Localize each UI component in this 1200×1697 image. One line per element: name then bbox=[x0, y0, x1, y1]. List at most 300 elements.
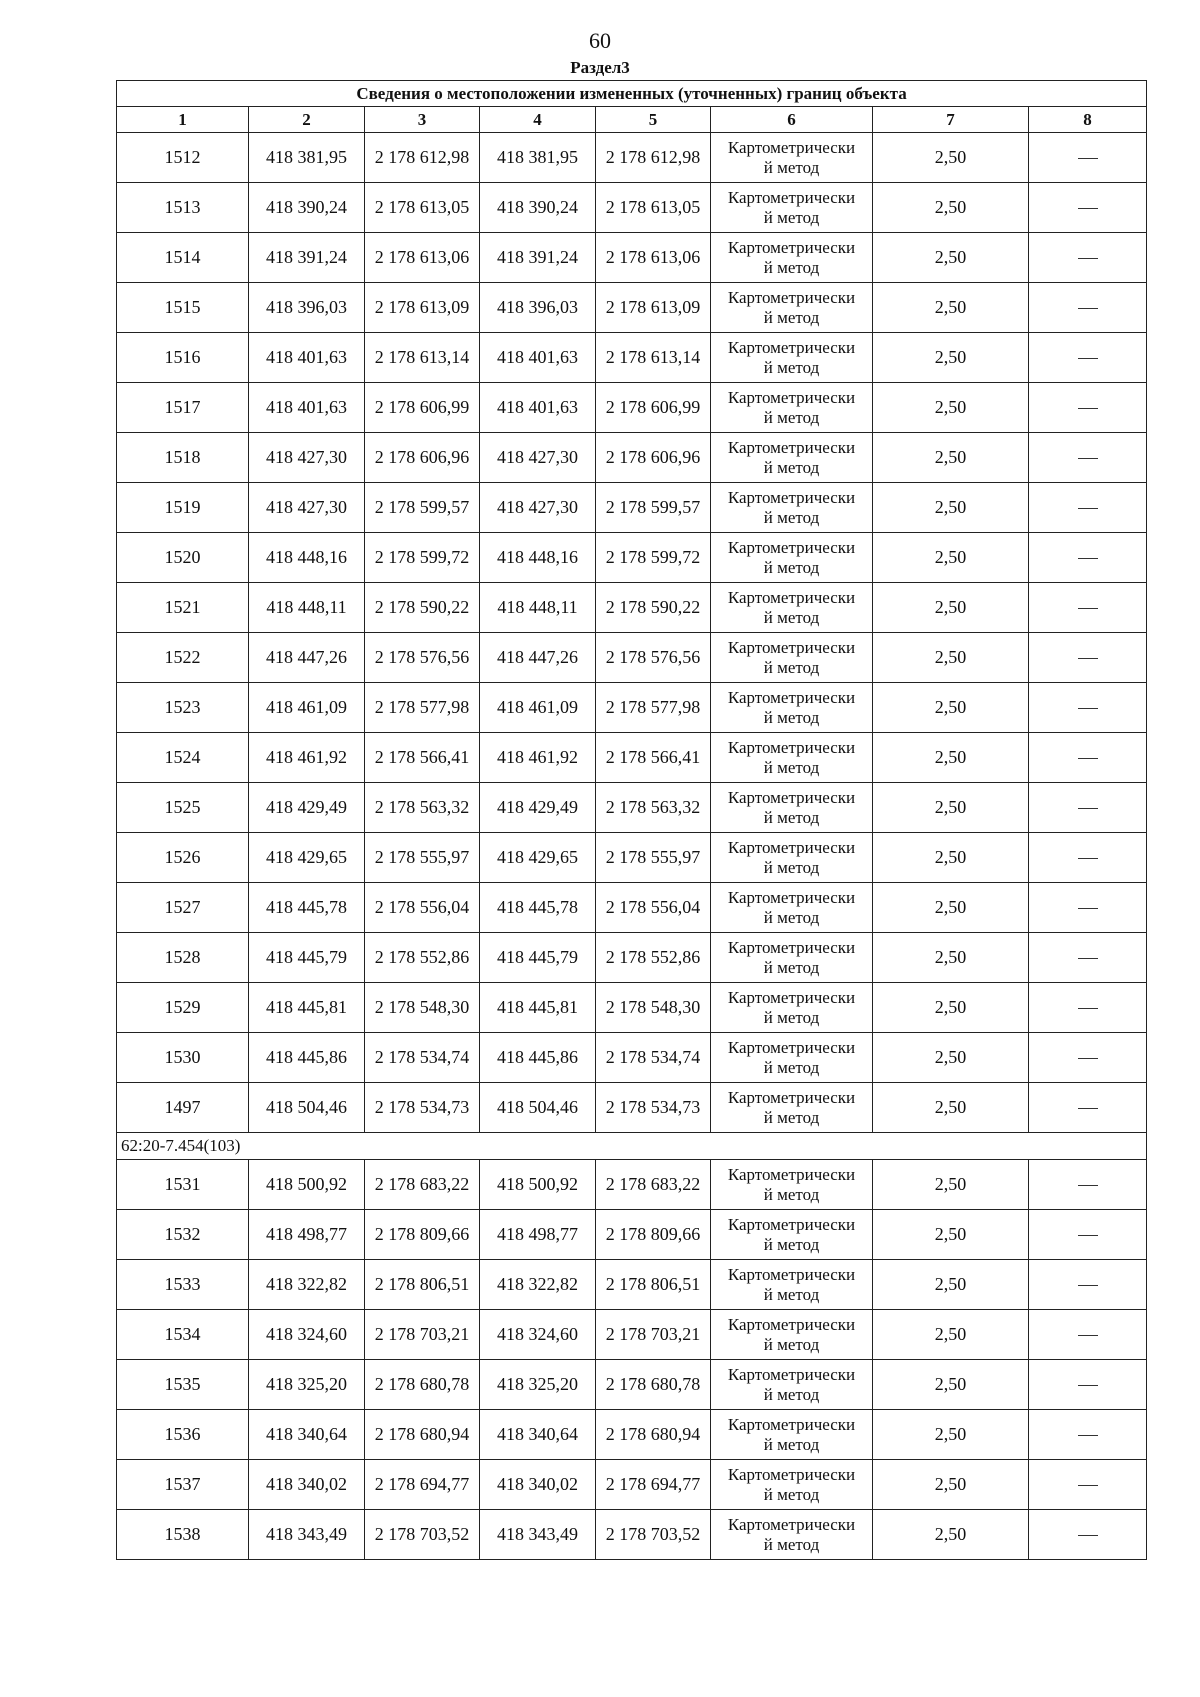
empty-value-cell bbox=[1029, 1460, 1147, 1510]
coord-y-new-cell: 2 178 703,52 bbox=[596, 1510, 711, 1560]
coord-y-cell: 2 178 534,73 bbox=[365, 1083, 480, 1133]
table-row bbox=[117, 983, 1147, 1033]
method-cell bbox=[711, 1410, 873, 1460]
coord-x-new-cell: 418 343,49 bbox=[480, 1510, 596, 1560]
empty-value-cell bbox=[1029, 1510, 1147, 1560]
point-number: 1517 bbox=[117, 383, 249, 433]
coord-x-new-cell: 418 445,86 bbox=[480, 1033, 596, 1083]
dash-icon bbox=[1078, 408, 1098, 409]
table-row bbox=[117, 633, 1147, 683]
method-line: Картометрически bbox=[727, 1087, 856, 1107]
column-number: 8 bbox=[1029, 107, 1147, 133]
method-line: й метод bbox=[763, 157, 820, 177]
coord-x-cell: 418 401,63 bbox=[249, 383, 365, 433]
coord-x-new-cell: 418 445,81 bbox=[480, 983, 596, 1033]
method-cell bbox=[711, 1260, 873, 1310]
accuracy-cell: 2,50 bbox=[873, 1310, 1029, 1360]
method-cell bbox=[711, 1033, 873, 1083]
coord-y-new-cell: 2 178 680,94 bbox=[596, 1410, 711, 1460]
method-line: й метод bbox=[763, 1234, 820, 1254]
method-line: й метод bbox=[763, 1384, 820, 1404]
coord-x-cell: 418 325,20 bbox=[249, 1360, 365, 1410]
method-line: й метод bbox=[763, 1534, 820, 1554]
table-row bbox=[117, 483, 1147, 533]
coord-y-new-cell: 2 178 606,99 bbox=[596, 383, 711, 433]
coord-x-new-cell: 418 429,65 bbox=[480, 833, 596, 883]
method-line: Картометрически bbox=[727, 1314, 856, 1334]
coord-x-new-cell: 418 445,78 bbox=[480, 883, 596, 933]
coord-x-cell: 418 391,24 bbox=[249, 233, 365, 283]
coord-x-new-cell: 418 448,11 bbox=[480, 583, 596, 633]
coord-y-new-cell: 2 178 566,41 bbox=[596, 733, 711, 783]
method-line: Картометрически bbox=[727, 137, 856, 157]
coord-y-new-cell: 2 178 606,96 bbox=[596, 433, 711, 483]
accuracy-cell: 2,50 bbox=[873, 483, 1029, 533]
method-cell bbox=[711, 233, 873, 283]
coord-y-new-cell: 2 178 534,74 bbox=[596, 1033, 711, 1083]
coord-x-new-cell: 418 396,03 bbox=[480, 283, 596, 333]
method-line: Картометрически bbox=[727, 687, 856, 707]
coord-x-cell: 418 445,81 bbox=[249, 983, 365, 1033]
column-number: 5 bbox=[596, 107, 711, 133]
method-cell bbox=[711, 733, 873, 783]
method-line: Картометрически bbox=[727, 237, 856, 257]
dash-icon bbox=[1078, 1108, 1098, 1109]
method-line: й метод bbox=[763, 907, 820, 927]
point-number: 1518 bbox=[117, 433, 249, 483]
method-line: й метод bbox=[763, 1484, 820, 1504]
coord-x-cell: 418 448,16 bbox=[249, 533, 365, 583]
accuracy-cell: 2,50 bbox=[873, 733, 1029, 783]
dash-icon bbox=[1078, 958, 1098, 959]
table-row bbox=[117, 1360, 1147, 1410]
method-line: й метод bbox=[763, 1434, 820, 1454]
coord-x-new-cell: 418 390,24 bbox=[480, 183, 596, 233]
dash-icon bbox=[1078, 908, 1098, 909]
method-cell bbox=[711, 883, 873, 933]
coord-x-new-cell: 418 445,79 bbox=[480, 933, 596, 983]
dash-icon bbox=[1078, 1335, 1098, 1336]
coord-y-cell: 2 178 613,06 bbox=[365, 233, 480, 283]
coord-y-cell: 2 178 599,57 bbox=[365, 483, 480, 533]
coord-y-cell: 2 178 806,51 bbox=[365, 1260, 480, 1310]
coord-x-cell: 418 429,49 bbox=[249, 783, 365, 833]
table-row bbox=[117, 1460, 1147, 1510]
table-row bbox=[117, 1160, 1147, 1210]
coord-x-cell: 418 429,65 bbox=[249, 833, 365, 883]
method-line: й метод bbox=[763, 1184, 820, 1204]
method-cell bbox=[711, 633, 873, 683]
dash-icon bbox=[1078, 1535, 1098, 1536]
method-line: й метод bbox=[763, 1007, 820, 1027]
accuracy-cell: 2,50 bbox=[873, 1160, 1029, 1210]
coord-x-cell: 418 445,78 bbox=[249, 883, 365, 933]
coord-x-new-cell: 418 401,63 bbox=[480, 333, 596, 383]
accuracy-cell: 2,50 bbox=[873, 1510, 1029, 1560]
coord-y-new-cell: 2 178 590,22 bbox=[596, 583, 711, 633]
coord-y-new-cell: 2 178 534,73 bbox=[596, 1083, 711, 1133]
point-number: 1519 bbox=[117, 483, 249, 533]
coord-x-new-cell: 418 504,46 bbox=[480, 1083, 596, 1133]
method-line: Картометрически bbox=[727, 1214, 856, 1234]
coord-x-new-cell: 418 391,24 bbox=[480, 233, 596, 283]
coord-y-new-cell: 2 178 613,14 bbox=[596, 333, 711, 383]
coord-x-cell: 418 500,92 bbox=[249, 1160, 365, 1210]
coord-x-new-cell: 418 448,16 bbox=[480, 533, 596, 583]
table-row bbox=[117, 933, 1147, 983]
coord-y-cell: 2 178 563,32 bbox=[365, 783, 480, 833]
method-cell bbox=[711, 1360, 873, 1410]
method-line: й метод bbox=[763, 857, 820, 877]
coord-y-new-cell: 2 178 806,51 bbox=[596, 1260, 711, 1310]
method-cell bbox=[711, 333, 873, 383]
coord-x-new-cell: 418 340,02 bbox=[480, 1460, 596, 1510]
accuracy-cell: 2,50 bbox=[873, 883, 1029, 933]
method-cell bbox=[711, 983, 873, 1033]
method-line: Картометрически bbox=[727, 987, 856, 1007]
dash-icon bbox=[1078, 808, 1098, 809]
coord-y-new-cell: 2 178 556,04 bbox=[596, 883, 711, 933]
coord-y-cell: 2 178 566,41 bbox=[365, 733, 480, 783]
method-cell bbox=[711, 483, 873, 533]
column-number: 7 bbox=[873, 107, 1029, 133]
coord-x-cell: 418 340,02 bbox=[249, 1460, 365, 1510]
method-line: Картометрически bbox=[727, 937, 856, 957]
empty-value-cell bbox=[1029, 1033, 1147, 1083]
empty-value-cell bbox=[1029, 1310, 1147, 1360]
dash-icon bbox=[1078, 1485, 1098, 1486]
accuracy-cell: 2,50 bbox=[873, 683, 1029, 733]
column-number: 3 bbox=[365, 107, 480, 133]
accuracy-cell: 2,50 bbox=[873, 233, 1029, 283]
coord-y-new-cell: 2 178 613,06 bbox=[596, 233, 711, 283]
empty-value-cell bbox=[1029, 133, 1147, 183]
method-cell bbox=[711, 933, 873, 983]
coord-y-new-cell: 2 178 548,30 bbox=[596, 983, 711, 1033]
coord-x-new-cell: 418 340,64 bbox=[480, 1410, 596, 1460]
accuracy-cell: 2,50 bbox=[873, 933, 1029, 983]
empty-value-cell bbox=[1029, 483, 1147, 533]
coord-y-cell: 2 178 680,78 bbox=[365, 1360, 480, 1410]
accuracy-cell: 2,50 bbox=[873, 1410, 1029, 1460]
table-row bbox=[117, 833, 1147, 883]
column-number: 4 bbox=[480, 107, 596, 133]
point-number: 1515 bbox=[117, 283, 249, 333]
coord-y-new-cell: 2 178 555,97 bbox=[596, 833, 711, 883]
table-row bbox=[117, 133, 1147, 183]
empty-value-cell bbox=[1029, 1360, 1147, 1410]
empty-value-cell bbox=[1029, 583, 1147, 633]
accuracy-cell: 2,50 bbox=[873, 333, 1029, 383]
method-cell bbox=[711, 183, 873, 233]
empty-value-cell bbox=[1029, 433, 1147, 483]
method-line: й метод bbox=[763, 457, 820, 477]
accuracy-cell: 2,50 bbox=[873, 833, 1029, 883]
method-line: й метод bbox=[763, 257, 820, 277]
coord-y-cell: 2 178 552,86 bbox=[365, 933, 480, 983]
point-number: 1534 bbox=[117, 1310, 249, 1360]
coord-y-new-cell: 2 178 552,86 bbox=[596, 933, 711, 983]
table-caption-row bbox=[117, 81, 1147, 107]
coord-x-new-cell: 418 500,92 bbox=[480, 1160, 596, 1210]
accuracy-cell: 2,50 bbox=[873, 1083, 1029, 1133]
accuracy-cell: 2,50 bbox=[873, 183, 1029, 233]
point-number: 1524 bbox=[117, 733, 249, 783]
method-cell bbox=[711, 133, 873, 183]
coord-y-new-cell: 2 178 683,22 bbox=[596, 1160, 711, 1210]
empty-value-cell bbox=[1029, 1410, 1147, 1460]
coord-x-cell: 418 504,46 bbox=[249, 1083, 365, 1133]
coord-y-cell: 2 178 577,98 bbox=[365, 683, 480, 733]
point-number: 1533 bbox=[117, 1260, 249, 1310]
method-cell bbox=[711, 1160, 873, 1210]
accuracy-cell: 2,50 bbox=[873, 1360, 1029, 1410]
column-number: 1 bbox=[117, 107, 249, 133]
accuracy-cell: 2,50 bbox=[873, 983, 1029, 1033]
point-number: 1520 bbox=[117, 533, 249, 583]
empty-value-cell bbox=[1029, 383, 1147, 433]
coord-x-cell: 418 381,95 bbox=[249, 133, 365, 183]
coord-x-cell: 418 448,11 bbox=[249, 583, 365, 633]
coord-x-cell: 418 390,24 bbox=[249, 183, 365, 233]
method-cell bbox=[711, 783, 873, 833]
coord-x-new-cell: 418 427,30 bbox=[480, 483, 596, 533]
point-number: 1522 bbox=[117, 633, 249, 683]
dash-icon bbox=[1078, 158, 1098, 159]
method-line: й метод bbox=[763, 1057, 820, 1077]
accuracy-cell: 2,50 bbox=[873, 533, 1029, 583]
coord-y-cell: 2 178 534,74 bbox=[365, 1033, 480, 1083]
coord-y-new-cell: 2 178 563,32 bbox=[596, 783, 711, 833]
point-number: 1538 bbox=[117, 1510, 249, 1560]
dash-icon bbox=[1078, 358, 1098, 359]
coord-x-cell: 418 445,79 bbox=[249, 933, 365, 983]
dash-icon bbox=[1078, 758, 1098, 759]
accuracy-cell: 2,50 bbox=[873, 383, 1029, 433]
point-number: 1512 bbox=[117, 133, 249, 183]
coord-x-cell: 418 498,77 bbox=[249, 1210, 365, 1260]
table-row bbox=[117, 583, 1147, 633]
empty-value-cell bbox=[1029, 883, 1147, 933]
table-row bbox=[117, 533, 1147, 583]
method-line: Картометрически bbox=[727, 787, 856, 807]
coord-x-cell: 418 461,92 bbox=[249, 733, 365, 783]
coord-y-cell: 2 178 613,09 bbox=[365, 283, 480, 333]
method-line: й метод bbox=[763, 307, 820, 327]
coord-y-new-cell: 2 178 809,66 bbox=[596, 1210, 711, 1260]
method-line: Картометрически bbox=[727, 187, 856, 207]
point-number: 1535 bbox=[117, 1360, 249, 1410]
coord-x-new-cell: 418 324,60 bbox=[480, 1310, 596, 1360]
method-line: Картометрически bbox=[727, 737, 856, 757]
point-number: 1530 bbox=[117, 1033, 249, 1083]
table-row bbox=[117, 183, 1147, 233]
coord-y-new-cell: 2 178 680,78 bbox=[596, 1360, 711, 1410]
coord-y-cell: 2 178 613,05 bbox=[365, 183, 480, 233]
empty-value-cell bbox=[1029, 733, 1147, 783]
table-row bbox=[117, 283, 1147, 333]
accuracy-cell: 2,50 bbox=[873, 133, 1029, 183]
method-cell bbox=[711, 1460, 873, 1510]
table-body bbox=[117, 81, 1147, 1560]
dash-icon bbox=[1078, 1235, 1098, 1236]
boundary-table bbox=[116, 80, 1147, 1560]
empty-value-cell bbox=[1029, 183, 1147, 233]
empty-value-cell bbox=[1029, 833, 1147, 883]
method-line: Картометрически bbox=[727, 887, 856, 907]
method-cell bbox=[711, 533, 873, 583]
method-line: й метод bbox=[763, 1107, 820, 1127]
coord-y-new-cell: 2 178 599,72 bbox=[596, 533, 711, 583]
coord-x-new-cell: 418 461,92 bbox=[480, 733, 596, 783]
dash-icon bbox=[1078, 1185, 1098, 1186]
dash-icon bbox=[1078, 208, 1098, 209]
empty-value-cell bbox=[1029, 783, 1147, 833]
empty-value-cell bbox=[1029, 533, 1147, 583]
point-number: 1516 bbox=[117, 333, 249, 383]
empty-value-cell bbox=[1029, 1260, 1147, 1310]
method-line: Картометрически bbox=[727, 1464, 856, 1484]
column-number: 2 bbox=[249, 107, 365, 133]
method-line: Картометрически bbox=[727, 487, 856, 507]
coord-y-cell: 2 178 694,77 bbox=[365, 1460, 480, 1510]
coord-x-cell: 418 461,09 bbox=[249, 683, 365, 733]
point-number: 1514 bbox=[117, 233, 249, 283]
coord-x-cell: 418 324,60 bbox=[249, 1310, 365, 1360]
method-line: Картометрически bbox=[727, 1514, 856, 1534]
method-line: й метод bbox=[763, 557, 820, 577]
coord-y-cell: 2 178 555,97 bbox=[365, 833, 480, 883]
coord-x-cell: 418 343,49 bbox=[249, 1510, 365, 1560]
method-cell bbox=[711, 433, 873, 483]
dash-icon bbox=[1078, 1285, 1098, 1286]
coord-y-cell: 2 178 683,22 bbox=[365, 1160, 480, 1210]
method-cell bbox=[711, 1310, 873, 1360]
table-row bbox=[117, 733, 1147, 783]
method-cell bbox=[711, 833, 873, 883]
method-line: й метод bbox=[763, 407, 820, 427]
column-number: 6 bbox=[711, 107, 873, 133]
method-line: й метод bbox=[763, 957, 820, 977]
point-number: 1523 bbox=[117, 683, 249, 733]
coord-x-cell: 418 447,26 bbox=[249, 633, 365, 683]
table-row bbox=[117, 1033, 1147, 1083]
point-number: 1537 bbox=[117, 1460, 249, 1510]
coord-y-cell: 2 178 556,04 bbox=[365, 883, 480, 933]
group-label-row bbox=[117, 1133, 1147, 1160]
coord-y-cell: 2 178 680,94 bbox=[365, 1410, 480, 1460]
method-line: Картометрически bbox=[727, 387, 856, 407]
coord-x-cell: 418 340,64 bbox=[249, 1410, 365, 1460]
method-line: Картометрически bbox=[727, 1264, 856, 1284]
accuracy-cell: 2,50 bbox=[873, 1033, 1029, 1083]
table-row bbox=[117, 233, 1147, 283]
coord-y-cell: 2 178 606,96 bbox=[365, 433, 480, 483]
table-row bbox=[117, 1510, 1147, 1560]
coord-y-new-cell: 2 178 613,09 bbox=[596, 283, 711, 333]
dash-icon bbox=[1078, 858, 1098, 859]
method-line: Картометрически bbox=[727, 1164, 856, 1184]
empty-value-cell bbox=[1029, 233, 1147, 283]
dash-icon bbox=[1078, 1435, 1098, 1436]
coord-x-new-cell: 418 429,49 bbox=[480, 783, 596, 833]
point-number: 1528 bbox=[117, 933, 249, 983]
coord-x-new-cell: 418 498,77 bbox=[480, 1210, 596, 1260]
coord-x-new-cell: 418 447,26 bbox=[480, 633, 596, 683]
coord-y-cell: 2 178 606,99 bbox=[365, 383, 480, 433]
dash-icon bbox=[1078, 308, 1098, 309]
table-row bbox=[117, 1260, 1147, 1310]
method-line: й метод bbox=[763, 507, 820, 527]
method-line: Картометрически bbox=[727, 1364, 856, 1384]
coord-x-new-cell: 418 401,63 bbox=[480, 383, 596, 433]
dash-icon bbox=[1078, 458, 1098, 459]
method-cell bbox=[711, 683, 873, 733]
coord-y-new-cell: 2 178 612,98 bbox=[596, 133, 711, 183]
coord-x-cell: 418 396,03 bbox=[249, 283, 365, 333]
method-line: Картометрически bbox=[727, 1414, 856, 1434]
coord-y-cell: 2 178 590,22 bbox=[365, 583, 480, 633]
coord-x-cell: 418 427,30 bbox=[249, 433, 365, 483]
table-row bbox=[117, 383, 1147, 433]
dash-icon bbox=[1078, 1008, 1098, 1009]
dash-icon bbox=[1078, 658, 1098, 659]
method-line: й метод bbox=[763, 207, 820, 227]
table-row bbox=[117, 683, 1147, 733]
coord-x-cell: 418 322,82 bbox=[249, 1260, 365, 1310]
point-number: 1531 bbox=[117, 1160, 249, 1210]
coord-x-new-cell: 418 427,30 bbox=[480, 433, 596, 483]
method-line: й метод bbox=[763, 657, 820, 677]
dash-icon bbox=[1078, 558, 1098, 559]
point-number: 1525 bbox=[117, 783, 249, 833]
method-line: й метод bbox=[763, 1334, 820, 1354]
table-row bbox=[117, 883, 1147, 933]
method-cell bbox=[711, 583, 873, 633]
dash-icon bbox=[1078, 508, 1098, 509]
accuracy-cell: 2,50 bbox=[873, 283, 1029, 333]
coord-y-cell: 2 178 576,56 bbox=[365, 633, 480, 683]
table-row bbox=[117, 1310, 1147, 1360]
accuracy-cell: 2,50 bbox=[873, 783, 1029, 833]
dash-icon bbox=[1078, 1385, 1098, 1386]
coord-y-cell: 2 178 548,30 bbox=[365, 983, 480, 1033]
method-line: й метод bbox=[763, 807, 820, 827]
method-line: й метод bbox=[763, 607, 820, 627]
point-number: 1513 bbox=[117, 183, 249, 233]
coord-x-new-cell: 418 325,20 bbox=[480, 1360, 596, 1410]
coord-y-cell: 2 178 703,52 bbox=[365, 1510, 480, 1560]
empty-value-cell bbox=[1029, 1160, 1147, 1210]
coord-y-cell: 2 178 599,72 bbox=[365, 533, 480, 583]
dash-icon bbox=[1078, 1058, 1098, 1059]
coord-y-cell: 2 178 613,14 bbox=[365, 333, 480, 383]
point-number: 1527 bbox=[117, 883, 249, 933]
method-line: й метод bbox=[763, 707, 820, 727]
coord-y-new-cell: 2 178 599,57 bbox=[596, 483, 711, 533]
coord-y-new-cell: 2 178 577,98 bbox=[596, 683, 711, 733]
accuracy-cell: 2,50 bbox=[873, 1460, 1029, 1510]
coord-x-new-cell: 418 381,95 bbox=[480, 133, 596, 183]
method-cell bbox=[711, 1083, 873, 1133]
column-number-row bbox=[117, 107, 1147, 133]
method-line: Картометрически bbox=[727, 287, 856, 307]
accuracy-cell: 2,50 bbox=[873, 633, 1029, 683]
coord-y-new-cell: 2 178 613,05 bbox=[596, 183, 711, 233]
point-number: 1529 bbox=[117, 983, 249, 1033]
accuracy-cell: 2,50 bbox=[873, 583, 1029, 633]
method-line: Картометрически bbox=[727, 537, 856, 557]
